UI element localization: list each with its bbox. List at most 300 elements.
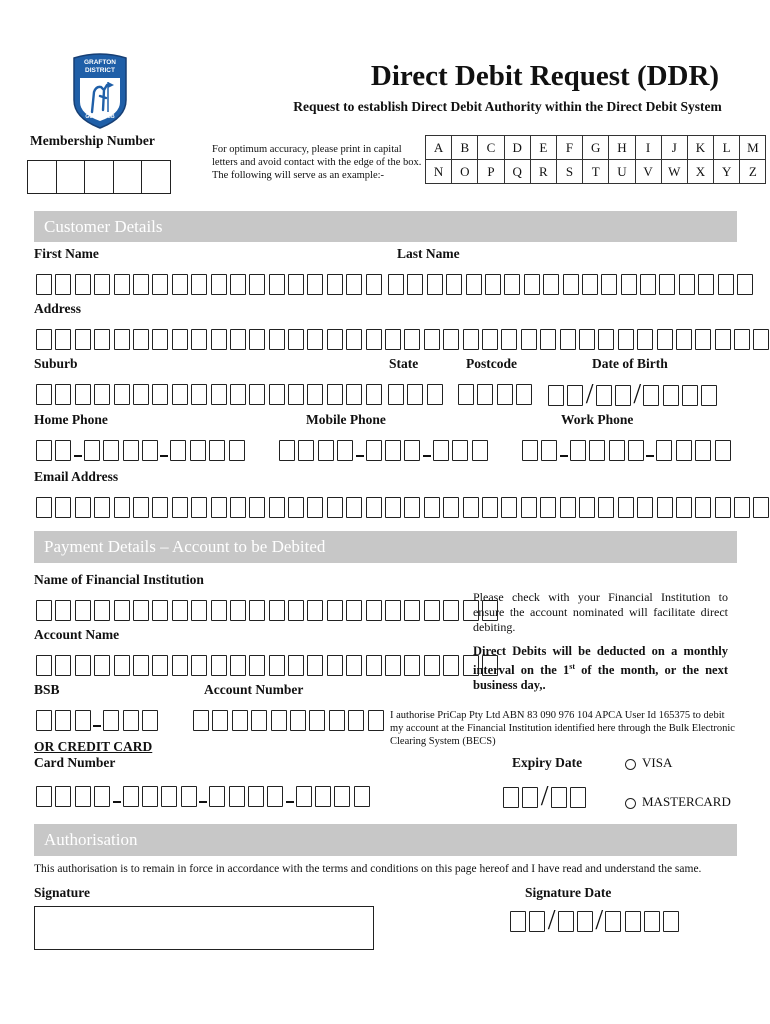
character-box[interactable] [55, 497, 71, 518]
character-box[interactable] [640, 274, 656, 295]
character-box[interactable] [230, 329, 246, 350]
character-box[interactable] [427, 384, 443, 405]
character-box[interactable] [346, 655, 362, 676]
character-box[interactable] [388, 384, 404, 405]
character-box[interactable] [598, 329, 614, 350]
character-box[interactable] [385, 440, 401, 461]
character-box[interactable] [94, 655, 110, 676]
character-box[interactable] [269, 274, 285, 295]
last-name-boxes[interactable] [388, 274, 756, 295]
address-boxes[interactable] [36, 329, 770, 350]
character-box[interactable] [443, 655, 459, 676]
character-box[interactable] [541, 440, 557, 461]
character-box[interactable] [269, 329, 285, 350]
character-box[interactable] [433, 440, 449, 461]
character-box[interactable] [211, 329, 227, 350]
character-box[interactable] [288, 655, 304, 676]
character-box[interactable] [288, 274, 304, 295]
character-box[interactable] [718, 274, 734, 295]
state-boxes[interactable] [388, 384, 446, 405]
character-box[interactable] [75, 786, 91, 807]
character-box[interactable] [715, 497, 731, 518]
character-box[interactable] [443, 600, 459, 621]
character-box[interactable] [657, 497, 673, 518]
character-box[interactable] [269, 384, 285, 405]
character-box[interactable] [36, 710, 52, 731]
bsb-boxes[interactable] [36, 710, 161, 731]
character-box[interactable] [309, 710, 325, 731]
character-box[interactable] [298, 440, 314, 461]
page-title: Direct Debit Request (DDR) [370, 60, 720, 92]
character-box[interactable] [307, 274, 323, 295]
character-box[interactable] [676, 329, 692, 350]
character-box[interactable] [643, 385, 659, 406]
visa-radio[interactable] [625, 759, 636, 770]
account-number-boxes[interactable] [193, 710, 387, 731]
membership-number-boxes[interactable] [27, 160, 171, 194]
character-box[interactable] [628, 440, 644, 461]
authorisation-text: This authorisation is to remain in force in accordance with the terms and conditions on this page hereof and I have read and understand the same. [34, 863, 702, 875]
work-phone-boxes[interactable] [522, 440, 734, 461]
character-box[interactable] [482, 497, 498, 518]
account-name-boxes[interactable] [36, 655, 501, 676]
character-box[interactable] [366, 600, 382, 621]
character-box[interactable] [269, 497, 285, 518]
character-box[interactable] [540, 497, 556, 518]
character-box[interactable] [327, 384, 343, 405]
character-box[interactable] [142, 440, 158, 461]
character-box[interactable] [55, 384, 71, 405]
character-box[interactable] [424, 655, 440, 676]
character-box[interactable] [404, 329, 420, 350]
character-box[interactable] [172, 497, 188, 518]
character-box[interactable] [334, 786, 350, 807]
box-separator-dash [113, 801, 121, 803]
character-box[interactable] [55, 600, 71, 621]
character-box[interactable] [55, 274, 71, 295]
character-box[interactable] [424, 497, 440, 518]
character-box[interactable] [114, 274, 130, 295]
character-box[interactable] [560, 497, 576, 518]
character-box[interactable] [424, 329, 440, 350]
character-box[interactable] [482, 329, 498, 350]
character-box[interactable] [577, 911, 593, 932]
character-box[interactable] [501, 497, 517, 518]
character-box[interactable] [516, 384, 532, 405]
character-box[interactable] [579, 329, 595, 350]
character-box[interactable] [463, 329, 479, 350]
character-box[interactable] [36, 655, 52, 676]
character-box[interactable] [443, 497, 459, 518]
character-box[interactable] [682, 385, 698, 406]
character-box[interactable] [94, 329, 110, 350]
character-box[interactable] [123, 786, 139, 807]
character-box[interactable] [230, 384, 246, 405]
character-box[interactable] [172, 274, 188, 295]
character-box[interactable] [404, 440, 420, 461]
character-box[interactable] [75, 710, 91, 731]
character-box[interactable] [288, 497, 304, 518]
character-box[interactable] [230, 497, 246, 518]
character-box[interactable] [36, 329, 52, 350]
expiry-date-boxes[interactable] [503, 781, 589, 812]
character-box[interactable] [637, 497, 653, 518]
character-box[interactable] [249, 329, 265, 350]
home-phone-boxes[interactable] [36, 440, 248, 461]
character-box[interactable] [618, 497, 634, 518]
character-box[interactable] [315, 786, 331, 807]
character-box[interactable] [232, 710, 248, 731]
character-box[interactable] [152, 655, 168, 676]
character-box[interactable] [596, 385, 612, 406]
character-box[interactable] [609, 440, 625, 461]
character-box[interactable] [715, 440, 731, 461]
character-box[interactable] [191, 655, 207, 676]
letter: E [530, 136, 556, 160]
character-box[interactable] [84, 440, 100, 461]
character-box[interactable] [307, 600, 323, 621]
signature-field[interactable] [34, 906, 374, 950]
character-box[interactable] [181, 786, 197, 807]
character-box[interactable] [211, 600, 227, 621]
character-box[interactable] [114, 600, 130, 621]
character-box[interactable] [582, 274, 598, 295]
character-box[interactable] [94, 786, 110, 807]
character-box[interactable] [75, 497, 91, 518]
character-box[interactable] [123, 440, 139, 461]
character-box[interactable] [385, 497, 401, 518]
letter: S [556, 160, 582, 184]
character-box[interactable] [463, 497, 479, 518]
character-box[interactable] [114, 497, 130, 518]
character-box[interactable] [142, 710, 158, 731]
character-box[interactable] [290, 710, 306, 731]
character-box[interactable] [385, 655, 401, 676]
character-box[interactable] [503, 787, 519, 808]
character-box[interactable] [75, 329, 91, 350]
character-box[interactable] [211, 655, 227, 676]
character-box[interactable] [229, 440, 245, 461]
character-box[interactable] [424, 600, 440, 621]
card-number-boxes[interactable] [36, 786, 373, 807]
character-box[interactable] [307, 329, 323, 350]
character-box[interactable] [191, 384, 207, 405]
character-box[interactable] [191, 329, 207, 350]
character-box[interactable] [656, 440, 672, 461]
mastercard-option[interactable] [625, 794, 731, 810]
character-box[interactable] [279, 440, 295, 461]
character-box[interactable] [698, 274, 714, 295]
character-box[interactable] [663, 385, 679, 406]
character-box[interactable] [229, 786, 245, 807]
character-box[interactable] [172, 600, 188, 621]
character-box[interactable] [36, 600, 52, 621]
character-box[interactable] [55, 786, 71, 807]
character-box[interactable] [114, 655, 130, 676]
letter: X [687, 160, 713, 184]
character-box[interactable] [337, 440, 353, 461]
character-box[interactable] [103, 710, 119, 731]
character-box[interactable] [133, 497, 149, 518]
character-box[interactable] [366, 384, 382, 405]
character-box[interactable] [504, 274, 520, 295]
character-box[interactable] [346, 497, 362, 518]
character-box[interactable] [152, 600, 168, 621]
character-box[interactable] [407, 274, 423, 295]
character-box[interactable] [307, 384, 323, 405]
character-box[interactable] [385, 329, 401, 350]
character-box[interactable] [75, 655, 91, 676]
character-box[interactable] [329, 710, 345, 731]
mobile-phone-boxes[interactable] [279, 440, 491, 461]
character-box[interactable] [288, 600, 304, 621]
suburb-boxes[interactable] [36, 384, 385, 405]
character-box[interactable] [388, 274, 404, 295]
character-box[interactable] [618, 329, 634, 350]
character-box[interactable] [307, 655, 323, 676]
character-box[interactable] [133, 274, 149, 295]
character-box[interactable] [385, 600, 401, 621]
character-box[interactable] [676, 497, 692, 518]
box-separator-slash: / [633, 379, 642, 410]
character-box[interactable] [452, 440, 468, 461]
character-box[interactable] [152, 274, 168, 295]
character-box[interactable] [288, 329, 304, 350]
character-box[interactable] [404, 600, 420, 621]
character-box[interactable] [172, 655, 188, 676]
character-box[interactable] [579, 497, 595, 518]
character-box[interactable] [346, 274, 362, 295]
character-box[interactable] [679, 274, 695, 295]
character-box[interactable] [659, 274, 675, 295]
character-box[interactable] [327, 497, 343, 518]
character-box[interactable] [522, 787, 538, 808]
character-box[interactable] [172, 384, 188, 405]
character-box[interactable] [249, 655, 265, 676]
character-box[interactable] [212, 710, 228, 731]
first-name-label: First Name [34, 246, 99, 261]
character-box[interactable] [485, 274, 501, 295]
character-box[interactable] [249, 274, 265, 295]
character-box[interactable] [589, 440, 605, 461]
character-box[interactable] [560, 329, 576, 350]
character-box[interactable] [75, 600, 91, 621]
signature-date-boxes[interactable] [510, 905, 683, 936]
character-box[interactable] [695, 329, 711, 350]
character-box[interactable] [55, 440, 71, 461]
character-box[interactable] [36, 274, 52, 295]
character-box[interactable] [230, 655, 246, 676]
character-box[interactable] [75, 274, 91, 295]
date-of-birth-boxes[interactable] [548, 379, 721, 410]
character-box[interactable] [477, 384, 493, 405]
character-box[interactable] [249, 600, 265, 621]
character-box[interactable] [366, 497, 382, 518]
character-box[interactable] [354, 786, 370, 807]
character-box[interactable] [142, 786, 158, 807]
character-box[interactable] [366, 440, 382, 461]
character-box[interactable] [501, 329, 517, 350]
character-box[interactable] [172, 329, 188, 350]
character-box[interactable] [191, 600, 207, 621]
character-box[interactable] [734, 497, 750, 518]
character-box[interactable] [36, 440, 52, 461]
character-box[interactable] [94, 384, 110, 405]
character-box[interactable] [36, 786, 52, 807]
character-box[interactable] [75, 384, 91, 405]
character-box[interactable] [94, 497, 110, 518]
suburb-label: Suburb [34, 356, 78, 371]
character-box[interactable] [36, 497, 52, 518]
character-box[interactable] [427, 274, 443, 295]
character-box[interactable] [548, 385, 564, 406]
postcode-boxes[interactable] [458, 384, 536, 405]
character-box[interactable] [346, 329, 362, 350]
character-box[interactable] [133, 600, 149, 621]
character-box[interactable] [296, 786, 312, 807]
character-box[interactable] [191, 497, 207, 518]
character-box[interactable] [307, 497, 323, 518]
character-box[interactable] [368, 710, 384, 731]
mastercard-radio[interactable] [625, 798, 636, 809]
character-box[interactable] [211, 274, 227, 295]
character-box[interactable] [327, 600, 343, 621]
visa-option[interactable] [625, 755, 672, 771]
character-box[interactable] [753, 329, 769, 350]
character-box[interactable] [114, 329, 130, 350]
character-box[interactable] [521, 497, 537, 518]
character-box[interactable] [191, 274, 207, 295]
email-boxes[interactable] [36, 497, 770, 518]
character-box[interactable] [753, 497, 769, 518]
character-box[interactable] [318, 440, 334, 461]
character-box[interactable] [466, 274, 482, 295]
character-box[interactable] [55, 710, 71, 731]
character-box[interactable] [327, 274, 343, 295]
character-box[interactable] [346, 384, 362, 405]
character-box[interactable] [446, 274, 462, 295]
character-box[interactable] [271, 710, 287, 731]
character-box[interactable] [211, 497, 227, 518]
character-box[interactable] [211, 384, 227, 405]
character-box[interactable] [407, 384, 423, 405]
character-box[interactable] [36, 384, 52, 405]
character-box[interactable] [497, 384, 513, 405]
character-box[interactable] [615, 385, 631, 406]
page-subtitle: Request to establish Direct Debit Authority within the Direct Debit System [293, 99, 722, 114]
character-box[interactable] [404, 497, 420, 518]
character-box[interactable] [209, 440, 225, 461]
character-box[interactable] [230, 274, 246, 295]
character-box[interactable] [458, 384, 474, 405]
character-box[interactable] [625, 911, 641, 932]
character-box[interactable] [563, 274, 579, 295]
character-box[interactable] [567, 385, 583, 406]
character-box[interactable] [570, 440, 586, 461]
character-box[interactable] [621, 274, 637, 295]
character-box[interactable] [114, 384, 130, 405]
character-box[interactable] [644, 911, 660, 932]
character-box[interactable] [570, 787, 586, 808]
character-box[interactable] [288, 384, 304, 405]
character-box[interactable] [540, 329, 556, 350]
character-box[interactable] [133, 655, 149, 676]
character-box[interactable] [522, 440, 538, 461]
character-box[interactable] [346, 600, 362, 621]
character-box[interactable] [443, 329, 459, 350]
character-box[interactable] [55, 655, 71, 676]
character-box[interactable] [701, 385, 717, 406]
character-box[interactable] [510, 911, 526, 932]
character-box[interactable] [230, 600, 246, 621]
character-box[interactable] [123, 710, 139, 731]
character-box[interactable] [551, 787, 567, 808]
character-box[interactable] [170, 440, 186, 461]
character-box[interactable] [251, 710, 267, 731]
character-box[interactable] [543, 274, 559, 295]
character-box[interactable] [193, 710, 209, 731]
character-box[interactable] [94, 600, 110, 621]
character-box[interactable] [366, 655, 382, 676]
character-box[interactable] [715, 329, 731, 350]
character-box[interactable] [249, 384, 265, 405]
character-box[interactable] [637, 329, 653, 350]
character-box[interactable] [695, 440, 711, 461]
character-box[interactable] [269, 600, 285, 621]
character-box[interactable] [657, 329, 673, 350]
character-box[interactable] [94, 274, 110, 295]
character-box[interactable] [529, 911, 545, 932]
character-box[interactable] [404, 655, 420, 676]
character-box[interactable] [524, 274, 540, 295]
character-box[interactable] [601, 274, 617, 295]
first-name-boxes[interactable] [36, 274, 385, 295]
character-box[interactable] [676, 440, 692, 461]
financial-institution-boxes[interactable] [36, 600, 501, 621]
character-box[interactable] [366, 329, 382, 350]
character-box[interactable] [605, 911, 621, 932]
payment-details-heading: Payment Details – Account to be Debited [34, 531, 737, 563]
character-box[interactable] [161, 786, 177, 807]
character-box[interactable] [734, 329, 750, 350]
character-box[interactable] [249, 497, 265, 518]
character-box[interactable] [366, 274, 382, 295]
character-box[interactable] [133, 329, 149, 350]
character-box[interactable] [209, 786, 225, 807]
character-box[interactable] [152, 384, 168, 405]
character-box[interactable] [695, 497, 711, 518]
character-box[interactable] [327, 329, 343, 350]
character-box[interactable] [558, 911, 574, 932]
character-box[interactable] [327, 655, 343, 676]
character-box[interactable] [472, 440, 488, 461]
character-box[interactable] [248, 786, 264, 807]
character-box[interactable] [521, 329, 537, 350]
character-box[interactable] [598, 497, 614, 518]
character-box[interactable] [133, 384, 149, 405]
character-box[interactable] [152, 329, 168, 350]
character-box[interactable] [737, 274, 753, 295]
character-box[interactable] [103, 440, 119, 461]
home-phone-label: Home Phone [34, 412, 108, 427]
character-box[interactable] [269, 655, 285, 676]
character-box[interactable] [152, 497, 168, 518]
character-box[interactable] [663, 911, 679, 932]
character-box[interactable] [267, 786, 283, 807]
character-box[interactable] [55, 329, 71, 350]
character-box[interactable] [190, 440, 206, 461]
character-box[interactable] [348, 710, 364, 731]
